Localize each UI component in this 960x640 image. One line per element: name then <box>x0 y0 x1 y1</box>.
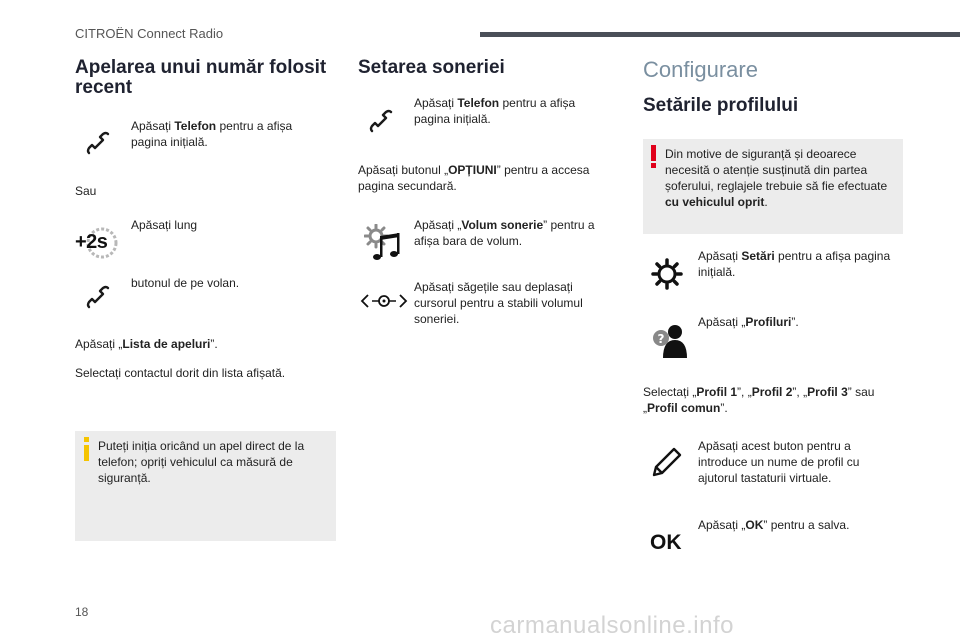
gear-music-icon <box>364 224 404 262</box>
volume-slider-icon <box>360 291 408 311</box>
info-icon-bar <box>84 445 89 461</box>
settings-gear-icon <box>651 258 683 290</box>
col1-step3-text: butonul de pe volan. <box>131 276 240 290</box>
warning-note-box <box>643 139 903 234</box>
col1-or-text: Sau <box>75 184 97 198</box>
warning-icon-bar <box>651 145 656 161</box>
col3-step5-text: Apăsați „OK” pentru a salva. <box>698 518 850 532</box>
col3-step4-text: Apăsați acest buton pentru a introduce un nume de profil cu ajutorul tastaturii virtuale. <box>698 439 860 485</box>
header-bar <box>480 32 960 37</box>
section-title-ringtone: Setarea soneriei <box>358 57 505 78</box>
col3-step2-text: Apăsați „Profiluri”. <box>698 315 799 329</box>
phone-handset-icon <box>84 128 114 158</box>
col2-step2-text: Apăsați butonul „OPȚIUNI” pentru a accesa pagina secundară. <box>358 163 590 193</box>
long-press-2s-icon <box>75 226 119 260</box>
info-note-box <box>75 431 336 541</box>
long-press-badge: +2s <box>75 231 108 253</box>
col3-step3-text: Selectați „Profil 1”, „Profil 2”, „Profil 3” sau „Profil comun”. <box>643 385 875 415</box>
col1-step2-text: Apăsați lung <box>131 218 198 232</box>
warning-note-text: Din motive de siguranță și deoarece necesită o atenție susținută din partea șoferului, reglajele trebuie să fie efectuate cu vehiculul oprit. <box>665 147 888 209</box>
running-header: CITROËN Connect Radio <box>75 26 224 41</box>
steering-wheel-phone-icon <box>84 282 114 312</box>
edit-pencil-icon <box>648 445 684 481</box>
col2-step1-text: Apăsați Telefon pentru a afișa pagina inițială. <box>414 96 576 126</box>
section-title-recent-calls: Apelarea unui număr folosit recent <box>75 57 327 98</box>
col1-step5-text: Selectați contactul dorit din lista afișată. <box>75 366 286 380</box>
col1-step4-text: Apăsați „Lista de apeluri”. <box>75 337 218 351</box>
col2-step3-text: Apăsați „Volum sonerie” pentru a afișa bara de volum. <box>414 218 595 248</box>
info-note-text: Puteți iniția oricând un apel direct de la telefon; opriți vehiculul ca măsură de siguranță. <box>98 439 305 485</box>
svg-text:?: ? <box>657 332 665 346</box>
profile-person-icon <box>647 320 687 358</box>
watermark: carmanualsonline.info <box>490 612 734 639</box>
info-icon-dot <box>84 437 89 442</box>
section-subtitle-profile-settings: Setările profilului <box>643 95 799 116</box>
ok-button-icon: OK <box>650 531 682 554</box>
col2-step4-text: Apăsați săgețile sau deplasați cursorul pentru a stabili volumul soneriei. <box>414 280 583 326</box>
col3-step1-text: Apăsați Setări pentru a afișa pagina inițială. <box>698 249 891 279</box>
col1-step1-text: Apăsați Telefon pentru a afișa pagina inițială. <box>131 119 293 149</box>
page-number: 18 <box>75 605 89 619</box>
warning-icon-dot <box>651 163 656 168</box>
section-title-configuration: Configurare <box>643 57 758 82</box>
phone-handset-icon <box>367 106 397 136</box>
